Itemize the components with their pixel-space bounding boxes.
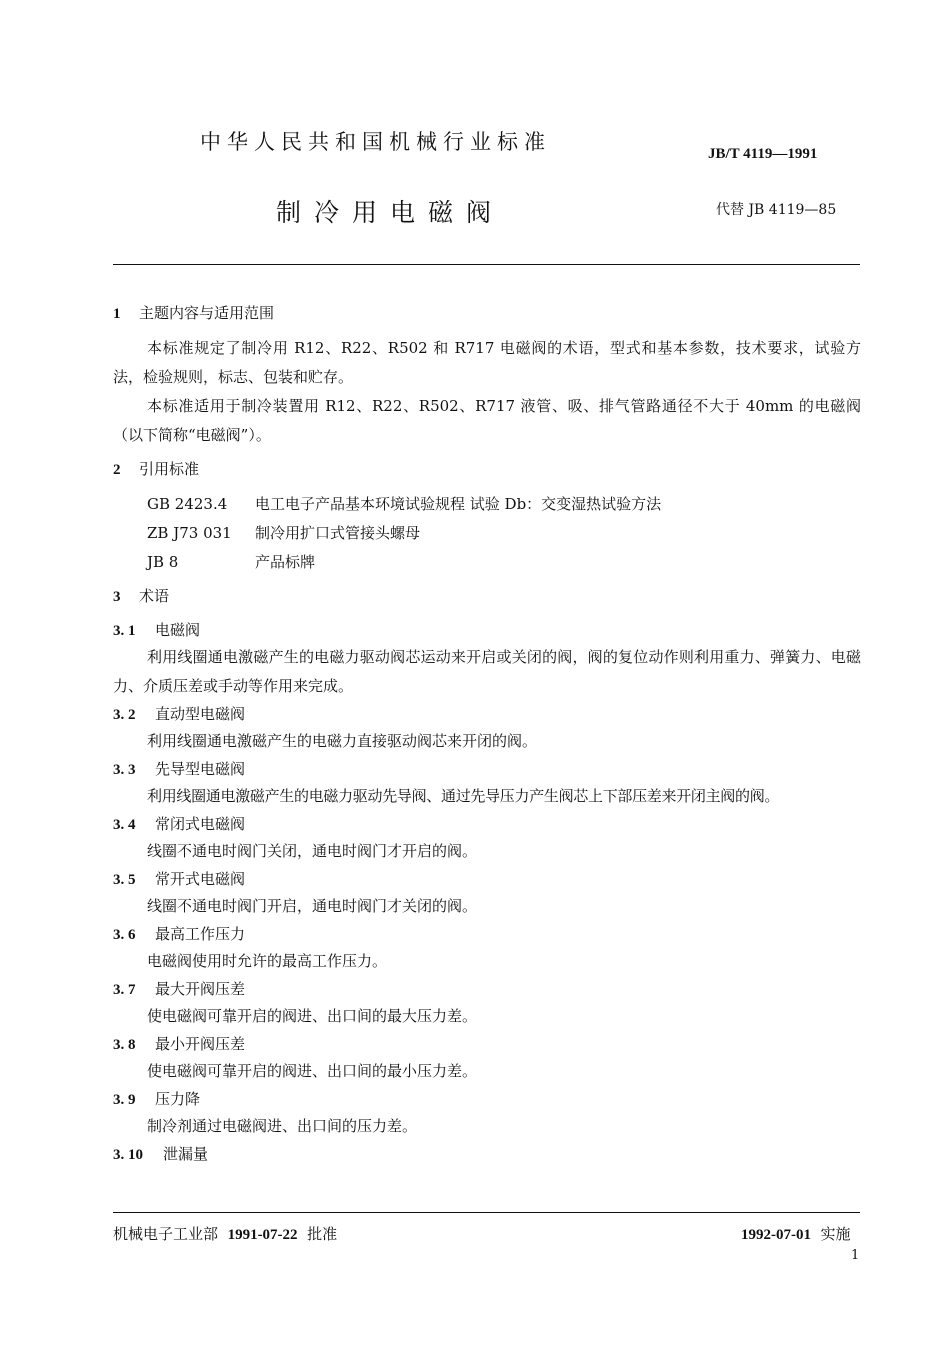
paragraph: 本标准适用于制冷装置用 R12、R22、R502、R717 液管、吸、排气管路通径不大于 40mm 的电磁阀（以下简称“电磁阀”）。 xyxy=(113,397,861,444)
term-number: 3. 3 xyxy=(113,762,136,778)
issuing-body-title: 中华人民共和国机械行业标准 xyxy=(200,130,551,154)
term-number: 3. 8 xyxy=(113,1037,136,1053)
term-definition: 利用线圈通电激磁产生的电磁力驱动阀芯运动来开启或关闭的阀，阀的复位动作则利用重力、弹簧力、电磁力、介质压差或手动等作用来完成。 xyxy=(113,648,861,695)
section-1-heading xyxy=(113,300,861,326)
paragraph: 本标准规定了制冷用 R12、R22、R502 和 R717 电磁阀的术语，型式和基本参数，技术要求，试验方法，检验规则，标志、包装和贮存。 xyxy=(113,339,861,386)
term-number: 3. 1 xyxy=(113,623,136,639)
effective-line xyxy=(741,1223,851,1244)
term-heading xyxy=(113,756,861,782)
term-number: 3. 10 xyxy=(113,1147,143,1163)
section-title: 主题内容与适用范围 xyxy=(139,304,275,322)
term-definition: 线圈不通电时阀门开启，通电时阀门才关闭的阀。 xyxy=(147,897,478,915)
reference-code: ZB J73 031 xyxy=(147,524,232,542)
section-2-heading xyxy=(113,456,861,482)
term-heading xyxy=(113,921,861,947)
term-title: 泄漏量 xyxy=(163,1145,209,1163)
term-heading xyxy=(113,976,861,1002)
term-title: 压力降 xyxy=(155,1090,201,1108)
section-title: 术语 xyxy=(139,587,170,605)
term-title: 电磁阀 xyxy=(155,621,201,639)
list-item xyxy=(113,490,861,519)
term-heading xyxy=(113,1141,861,1167)
issuer: 机械电子工业部 xyxy=(113,1225,219,1243)
term-title: 先导型电磁阀 xyxy=(155,760,246,778)
header-rule xyxy=(113,264,860,265)
list-item xyxy=(113,548,861,577)
term-number: 3. 6 xyxy=(113,927,136,943)
reference-code: GB 2423.4 xyxy=(147,495,228,513)
document-body xyxy=(113,300,861,1167)
effective-label: 实施 xyxy=(820,1225,851,1243)
term-number: 3. 9 xyxy=(113,1092,136,1108)
term-heading xyxy=(113,866,861,892)
reference-title: 产品标牌 xyxy=(255,553,316,571)
term-definition: 使电磁阀可靠开启的阀进、出口间的最大压力差。 xyxy=(147,1007,478,1025)
term-definition: 利用线圈通电激磁产生的电磁力驱动先导阀、通过先导压力产生阀芯上下部压差来开闭主阀的阀。 xyxy=(147,787,780,805)
term-number: 3. 2 xyxy=(113,707,136,723)
term-heading xyxy=(113,1086,861,1112)
approval-line xyxy=(113,1223,337,1244)
term-title: 常闭式电磁阀 xyxy=(155,815,246,833)
document-title: 制冷用电磁阀 xyxy=(276,198,505,227)
term-heading xyxy=(113,1031,861,1057)
term-title: 最大开阀压差 xyxy=(155,980,246,998)
term-title: 直动型电磁阀 xyxy=(155,705,246,723)
term-number: 3. 4 xyxy=(113,817,136,833)
term-title: 最小开阀压差 xyxy=(155,1035,246,1053)
term-title: 最高工作压力 xyxy=(155,925,246,943)
term-number: 3. 5 xyxy=(113,872,136,888)
section-number: 1 xyxy=(113,306,121,322)
section-3-heading xyxy=(113,583,861,609)
term-title: 常开式电磁阀 xyxy=(155,870,246,888)
term-heading xyxy=(113,811,861,837)
reference-code: JB 8 xyxy=(147,553,179,571)
reference-title: 制冷用扩口式管接头螺母 xyxy=(255,524,421,542)
page-number: 1 xyxy=(851,1248,860,1263)
term-heading xyxy=(113,617,861,643)
standard-code: JB/T 4119—1991 xyxy=(708,146,818,162)
replaces-standard: 代替 JB 4119—85 xyxy=(716,202,837,218)
term-definition: 线圈不通电时阀门关闭，通电时阀门才开启的阀。 xyxy=(147,842,478,860)
term-number: 3. 7 xyxy=(113,982,136,998)
section-number: 3 xyxy=(113,589,121,605)
effective-date: 1992-07-01 xyxy=(741,1227,811,1243)
referenced-standards-list xyxy=(113,490,861,577)
term-definition: 制冷剂通过电磁阀进、出口间的压力差。 xyxy=(147,1117,418,1135)
term-definition: 使电磁阀可靠开启的阀进、出口间的最小压力差。 xyxy=(147,1062,478,1080)
term-definition: 电磁阀使用时允许的最高工作压力。 xyxy=(147,952,388,970)
footer-rule xyxy=(113,1212,860,1213)
section-number: 2 xyxy=(113,462,121,478)
reference-title: 电工电子产品基本环境试验规程 试验 Db：交变湿热试验方法 xyxy=(255,495,662,513)
term-definition: 利用线圈通电激磁产生的电磁力直接驱动阀芯来开闭的阀。 xyxy=(147,732,538,750)
section-title: 引用标准 xyxy=(139,460,200,478)
approval-date: 1991-07-22 xyxy=(227,1227,298,1243)
approval-label: 批准 xyxy=(307,1225,338,1243)
term-heading xyxy=(113,701,861,727)
list-item xyxy=(113,519,861,548)
